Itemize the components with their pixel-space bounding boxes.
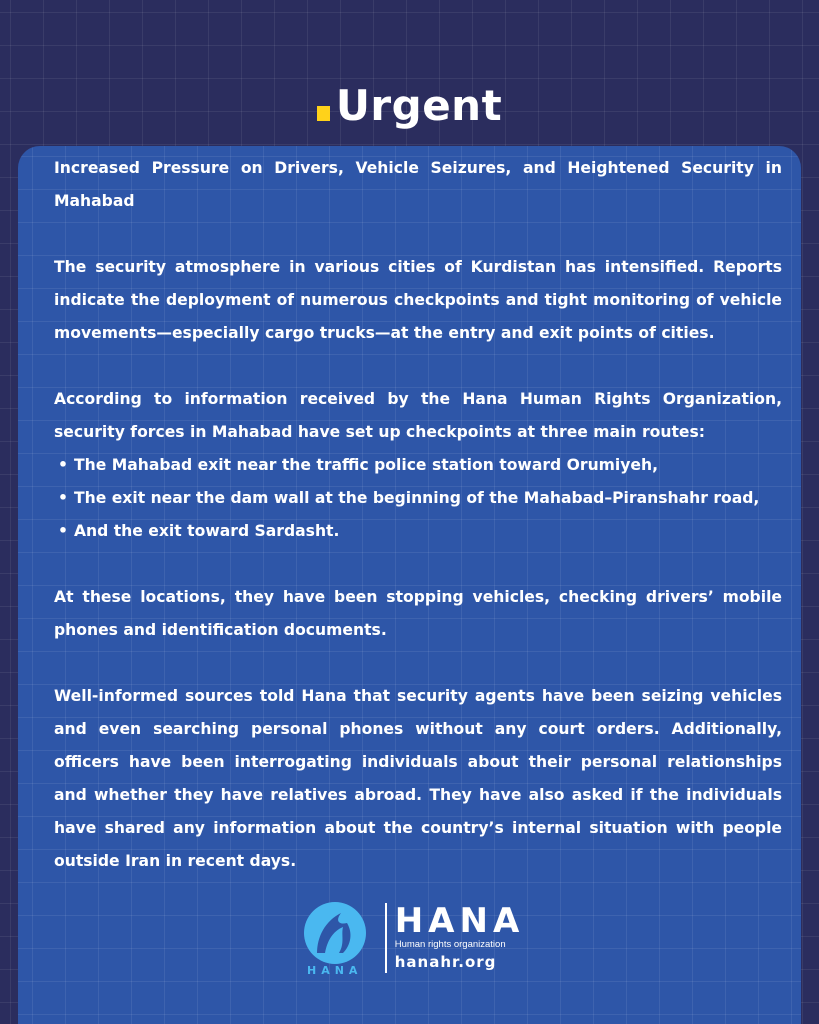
paragraph-spacer <box>54 548 782 581</box>
footer-divider <box>385 903 387 973</box>
paragraph-spacer <box>54 218 782 251</box>
paragraph-sources: Well-informed sources told Hana that security agents have been seizing vehicles and even searching personal phones without any court orders. Additionally, officers have been interrogating individuals about their personal relationships and whether they have relatives abroad. They have also asked if the individuals have shared any information about the country’s internal situation with people outside Iran in recent days. <box>54 687 782 870</box>
hana-bird-logo-icon <box>295 899 375 965</box>
brand-url: hanahr.org <box>394 953 497 971</box>
article-content <box>54 152 782 878</box>
article-card <box>18 146 801 1024</box>
route-item-piranshahr: • The exit near the dam wall at the beginning of the Mahabad–Piranshahr road, <box>54 482 782 515</box>
header <box>0 70 819 140</box>
brand-tagline: Human rights organization <box>394 939 506 950</box>
paragraph-spacer <box>54 647 782 680</box>
routes-list <box>54 449 782 548</box>
route-item-sardasht: • And the exit toward Sardasht. <box>54 515 782 548</box>
hana-logo <box>295 899 375 977</box>
page-title: Urgent <box>335 80 503 130</box>
paragraph-checkpoints-intro: According to information received by the Hana Human Rights Organization, security forces in Mahabad have set up checkpoints at three main routes: <box>54 390 782 441</box>
logo-wordmark: HANA <box>306 964 363 977</box>
yellow-marker-icon <box>317 106 330 121</box>
paragraph-stopping-vehicles: At these locations, they have been stopping vehicles, checking drivers’ mobile phones and identification documents. <box>54 588 782 639</box>
article-headline: Increased Pressure on Drivers, Vehicle Seizures, and Heightened Security in Mahabad <box>54 159 782 210</box>
paragraph-security-atmosphere: The security atmosphere in various cities of Kurdistan has intensified. Reports indicate the deployment of numerous checkpoints and tight monitoring of vehicle movements—especially cargo trucks—at the entry and exit points of cities. <box>54 258 782 342</box>
brand-name: HANA <box>394 901 525 941</box>
route-item-orumiyeh: • The Mahabad exit near the traffic police station toward Orumiyeh, <box>54 449 782 482</box>
brand-block <box>395 903 525 973</box>
footer-branding <box>0 896 819 980</box>
paragraph-spacer <box>54 350 782 383</box>
